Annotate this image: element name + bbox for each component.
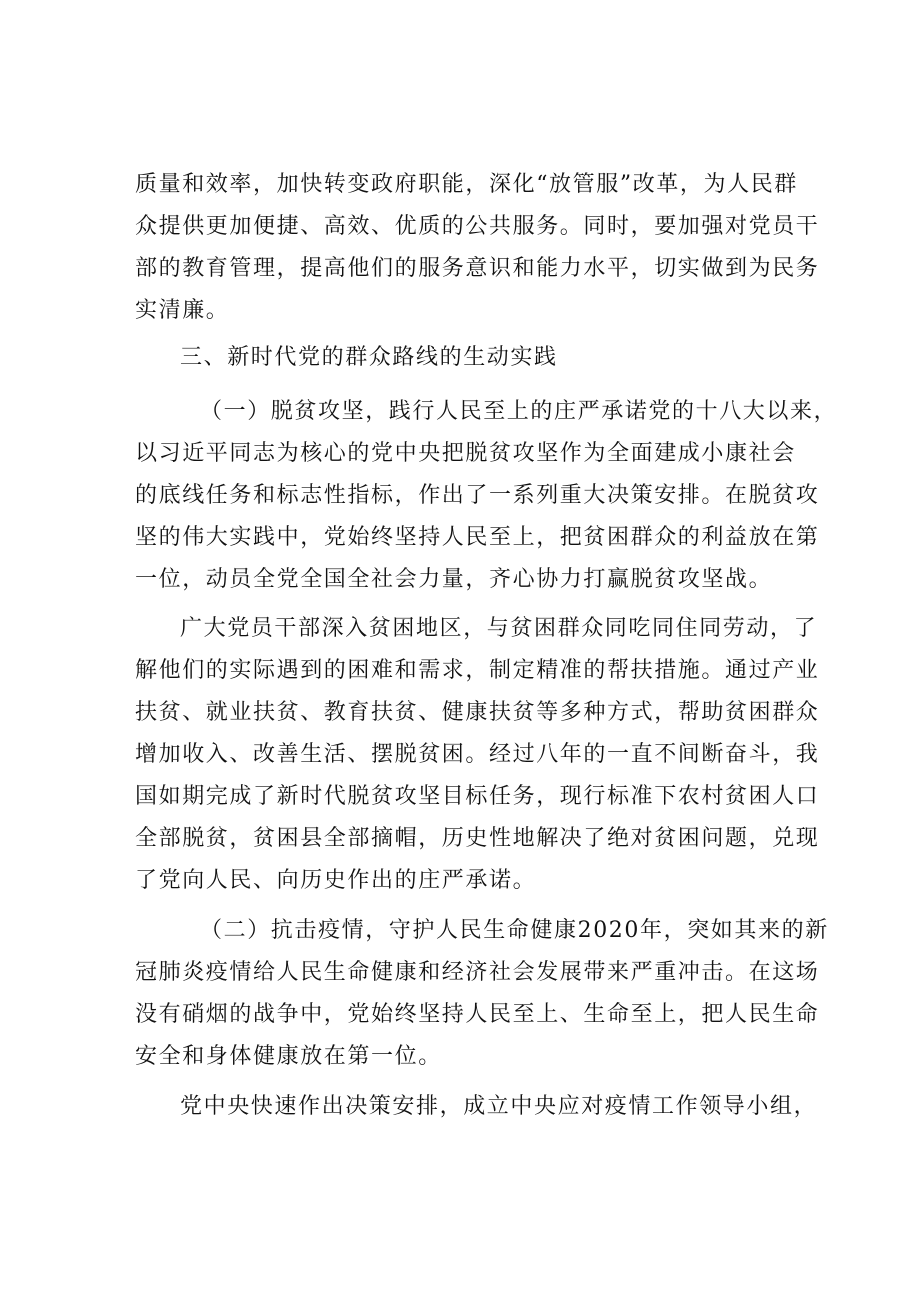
- paragraph-line: 部的教育管理，提高他们的服务意识和能力水平，切实做到为民务: [135, 256, 820, 281]
- paragraph-line: 解他们的实际遇到的困难和需求，制定精准的帮扶措施。通过产业: [135, 658, 820, 683]
- paragraph-line: 坚的伟大实践中，党始终坚持人民至上，把贫困群众的利益放在第: [135, 525, 820, 550]
- paragraph-line: 全部脱贫，贫困县全部摘帽，历史性地解决了绝对贫困问题，兑现: [135, 826, 820, 851]
- section-heading: 三、新时代党的群众路线的生动实践: [180, 345, 558, 370]
- paragraph-line: 质量和效率，加快转变政府职能，深化“放管服”改革，为人民群: [135, 172, 798, 197]
- paragraph-line: 广大党员干部深入贫困地区，与贫困群众同吃同住同劳动，了: [180, 616, 818, 641]
- paragraph-line: 众提供更加便捷、高效、优质的公共服务。同时，要加强对党员干: [135, 214, 820, 239]
- paragraph-line: 了党向人民、向历史作出的庄严承诺。: [135, 868, 537, 893]
- paragraph-line: 增加收入、改善生活、摆脱贫困。经过八年的一直不间断奋斗，我: [135, 742, 820, 767]
- paragraph-line: 党中央快速作出决策安排，成立中央应对疫情工作领导小组，: [180, 1094, 818, 1119]
- paragraph-line: 一位，动员全党全国全社会力量，齐心协力打赢脱贫攻坚战。: [135, 567, 773, 592]
- subsection-heading-line: （二）抗击疫情，守护人民生命健康2020年，突如其来的新: [200, 918, 829, 943]
- paragraph-line: 实清廉。: [135, 298, 230, 323]
- subsection-heading-line: （一）脱贫攻坚，践行人民至上的庄严承诺党的十八大以来，: [200, 399, 838, 424]
- paragraph-line: 的底线任务和标志性指标，作出了一系列重大决策安排。在脱贫攻: [135, 483, 820, 508]
- paragraph-line: 冠肺炎疫情给人民生命健康和经济社会发展带来严重冲击。在这场: [135, 960, 820, 985]
- paragraph-line: 安全和身体健康放在第一位。: [135, 1044, 442, 1069]
- paragraph-line: 以习近平同志为核心的党中央把脱贫攻坚作为全面建成小康社会: [135, 441, 796, 466]
- paragraph-line: 国如期完成了新时代脱贫攻坚目标任务，现行标准下农村贫困人口: [135, 784, 820, 809]
- paragraph-line: 扶贫、就业扶贫、教育扶贫、健康扶贫等多种方式，帮助贫困群众: [135, 700, 820, 725]
- paragraph-line: 没有硝烟的战争中，党始终坚持人民至上、生命至上，把人民生命: [135, 1002, 820, 1027]
